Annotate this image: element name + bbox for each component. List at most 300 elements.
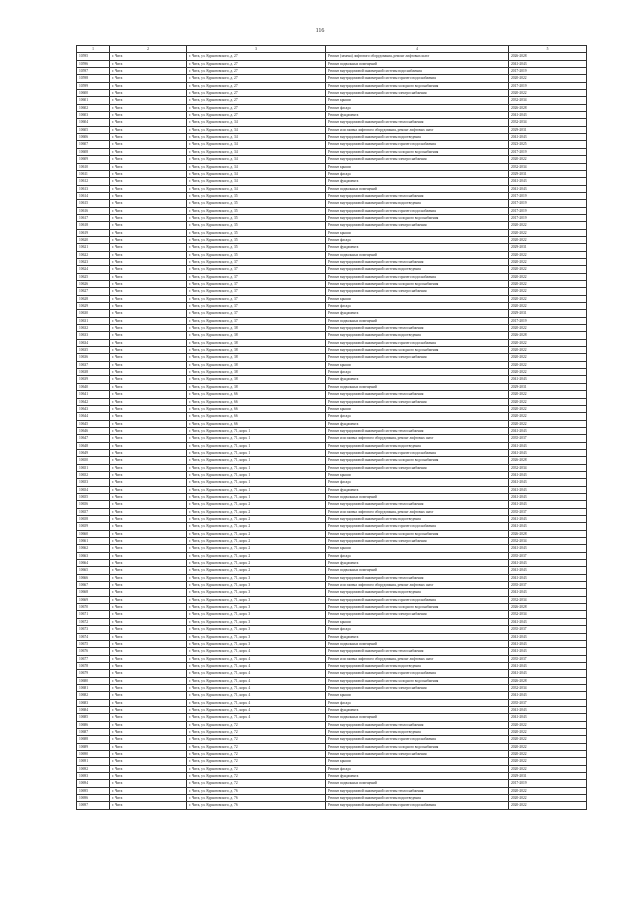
address-cell: г. Чита, ул. Курнатовского, д. 72 [187, 751, 326, 758]
planned-period-cell: 2035-2037 [509, 655, 587, 662]
row-number-cell: 10688 [77, 736, 110, 743]
address-cell: г. Чита, ул. Курнатовского, д. 71, корп. 3 [187, 604, 326, 611]
planned-period-cell: 2020-2022 [509, 295, 587, 302]
row-number-cell: 10598 [77, 75, 110, 82]
planned-period-cell: 2020-2022 [509, 405, 587, 412]
work-type-cell: Ремонт крыши [326, 361, 509, 368]
planned-period-cell: 2020-2022 [509, 339, 587, 346]
row-number-cell: 10636 [77, 354, 110, 361]
address-cell: г. Чита, ул. Курнатовского, д. 38 [187, 361, 326, 368]
municipality-cell: г. Чита [110, 464, 187, 471]
planned-period-cell: 2026-2028 [509, 677, 587, 684]
planned-period-cell: 2041-2043 [509, 648, 587, 655]
row-number-cell: 10651 [77, 464, 110, 471]
table-row [77, 471, 587, 478]
table-row [77, 75, 587, 82]
table-row [77, 427, 587, 434]
planned-period-cell: 2020-2022 [509, 325, 587, 332]
row-number-cell: 10667 [77, 582, 110, 589]
address-cell: г. Чита, ул. Курнатовского, д. 71, корп. 3 [187, 582, 326, 589]
work-type-cell: Ремонт подвальных помещений [326, 383, 509, 390]
planned-period-cell: 2041-2043 [509, 640, 587, 647]
address-cell: г. Чита, ул. Курнатовского, д. 71, корп. 1 [187, 442, 326, 449]
row-number-cell: 10641 [77, 391, 110, 398]
planned-period-cell: 2020-2022 [509, 266, 587, 273]
table-row [77, 420, 587, 427]
address-cell: г. Чита, ул. Курнатовского, д. 34 [187, 148, 326, 155]
planned-period-cell: 2020-2022 [509, 736, 587, 743]
row-number-cell: 10647 [77, 435, 110, 442]
work-type-cell: Ремонт внутридомовой инженерной системы горячего водоснабжения [326, 802, 509, 809]
planned-period-cell: 2029-2031 [509, 244, 587, 251]
header-col-1: 1 [77, 46, 110, 53]
row-number-cell: 10687 [77, 728, 110, 735]
table-row [77, 457, 587, 464]
address-cell: г. Чита, ул. Курнатовского, д. 34 [187, 119, 326, 126]
table-row [77, 339, 587, 346]
planned-period-cell: 2020-2022 [509, 758, 587, 765]
work-type-cell: Ремонт или замена лифтового оборудования, ремонт лифтовых шахт [326, 508, 509, 515]
table-row [77, 112, 587, 119]
address-cell: г. Чита, ул. Курнатовского, д. 71, корп. 2 [187, 545, 326, 552]
planned-period-cell: 2017-2019 [509, 82, 587, 89]
address-cell: г. Чита, ул. Курнатовского, д. 35 [187, 236, 326, 243]
row-number-cell: 10664 [77, 560, 110, 567]
municipality-cell: г. Чита [110, 501, 187, 508]
planned-period-cell: 2020-2022 [509, 75, 587, 82]
municipality-cell: г. Чита [110, 662, 187, 669]
municipality-cell: г. Чита [110, 347, 187, 354]
work-type-cell: Ремонт или замена лифтового оборудования, ремонт лифтовых шахт [326, 435, 509, 442]
municipality-cell: г. Чита [110, 104, 187, 111]
planned-period-cell: 2029-2031 [509, 126, 587, 133]
work-type-cell: Ремонт внутридомовой инженерной системы водоотведения [326, 332, 509, 339]
row-number-cell: 10607 [77, 141, 110, 148]
address-cell: г. Чита, ул. Курнатовского, д. 37 [187, 266, 326, 273]
table-row [77, 435, 587, 442]
table-row [77, 574, 587, 581]
table-header-row [77, 46, 587, 53]
row-number-cell: 10674 [77, 633, 110, 640]
address-cell: г. Чита, ул. Курнатовского, д. 35 [187, 200, 326, 207]
row-number-cell: 10621 [77, 244, 110, 251]
municipality-cell: г. Чита [110, 273, 187, 280]
municipality-cell: г. Чита [110, 545, 187, 552]
address-cell: г. Чита, ул. Курнатовского, д. 71, корп. 4 [187, 655, 326, 662]
table-row [77, 53, 587, 60]
address-cell: г. Чита, ул. Курнатовского, д. 71, корп. 4 [187, 684, 326, 691]
row-number-cell: 10640 [77, 383, 110, 390]
row-number-cell: 10691 [77, 758, 110, 765]
planned-period-cell: 2020-2022 [509, 288, 587, 295]
work-type-cell: Ремонт внутридомовой инженерной системы электроснабжения [326, 611, 509, 618]
address-cell: г. Чита, ул. Курнатовского, д. 71, корп. 3 [187, 611, 326, 618]
address-cell: г. Чита, ул. Курнатовского, д. 71, корп. 2 [187, 523, 326, 530]
municipality-cell: г. Чита [110, 266, 187, 273]
planned-period-cell: 2020-2022 [509, 751, 587, 758]
municipality-cell: г. Чита [110, 178, 187, 185]
municipality-cell: г. Чита [110, 427, 187, 434]
planned-period-cell: 2041-2043 [509, 706, 587, 713]
address-cell: г. Чита, ул. Курнатовского, д. 37 [187, 295, 326, 302]
row-number-cell: 10635 [77, 347, 110, 354]
work-type-cell: Ремонт внутридомовой инженерной системы электроснабжения [326, 222, 509, 229]
work-type-cell: Ремонт подвальных помещений [326, 640, 509, 647]
work-type-cell: Ремонт или замена лифтового оборудования, ремонт лифтовых шахт [326, 582, 509, 589]
work-type-cell: Ремонт крыши [326, 545, 509, 552]
planned-period-cell: 2020-2022 [509, 721, 587, 728]
work-type-cell: Ремонт внутридомовой инженерной системы теплоснабжения [326, 391, 509, 398]
planned-period-cell: 2020-2022 [509, 90, 587, 97]
header-col-4: 4 [326, 46, 509, 53]
address-cell: г. Чита, ул. Курнатовского, д. 71, корп. 3 [187, 574, 326, 581]
table-row [77, 163, 587, 170]
planned-period-cell: 2041-2043 [509, 493, 587, 500]
table-row [77, 530, 587, 537]
municipality-cell: г. Чита [110, 435, 187, 442]
address-cell: г. Чита, ул. Курнатовского, д. 71, корп. 1 [187, 493, 326, 500]
address-cell: г. Чита, ул. Курнатовского, д. 27 [187, 53, 326, 60]
planned-period-cell: 2041-2043 [509, 185, 587, 192]
table-row [77, 604, 587, 611]
address-cell: г. Чита, ул. Курнатовского, д. 71, корп. 2 [187, 552, 326, 559]
address-cell: г. Чита, ул. Курнатовского, д. 72 [187, 736, 326, 743]
planned-period-cell: 2041-2043 [509, 589, 587, 596]
work-type-cell: Ремонт внутридомовой инженерной системы водоотведения [326, 662, 509, 669]
table-row [77, 684, 587, 691]
table-row [77, 391, 587, 398]
planned-period-cell: 2026-2028 [509, 53, 587, 60]
table-row [77, 560, 587, 567]
address-cell: г. Чита, ул. Курнатовского, д. 37 [187, 258, 326, 265]
municipality-cell: г. Чита [110, 295, 187, 302]
table-row [77, 773, 587, 780]
table-row [77, 317, 587, 324]
work-type-cell: Ремонт фундамента [326, 560, 509, 567]
row-number-cell: 10628 [77, 295, 110, 302]
municipality-cell: г. Чита [110, 317, 187, 324]
address-cell: г. Чита, ул. Курнатовского, д. 35 [187, 192, 326, 199]
municipality-cell: г. Чита [110, 618, 187, 625]
work-type-cell: Ремонт фасада [326, 303, 509, 310]
row-number-cell: 10695 [77, 787, 110, 794]
address-cell: г. Чита, ул. Курнатовского, д. 76 [187, 802, 326, 809]
table-row [77, 714, 587, 721]
planned-period-cell: 2020-2022 [509, 258, 587, 265]
work-type-cell: Ремонт внутридомовой инженерной системы теплоснабжения [326, 787, 509, 794]
row-number-cell: 10609 [77, 156, 110, 163]
row-number-cell: 10665 [77, 567, 110, 574]
planned-period-cell: 2041-2043 [509, 471, 587, 478]
municipality-cell: г. Чита [110, 721, 187, 728]
planned-period-cell: 2041-2043 [509, 662, 587, 669]
planned-period-cell: 2041-2043 [509, 567, 587, 574]
address-cell: г. Чита, ул. Курнатовского, д. 34 [187, 170, 326, 177]
table-row [77, 251, 587, 258]
table-row [77, 82, 587, 89]
planned-period-cell: 2041-2043 [509, 633, 587, 640]
row-number-cell: 10650 [77, 457, 110, 464]
work-type-cell: Ремонт фасада [326, 699, 509, 706]
row-number-cell: 10599 [77, 82, 110, 89]
municipality-cell: г. Чита [110, 134, 187, 141]
municipality-cell: г. Чита [110, 736, 187, 743]
work-type-cell: Ремонт внутридомовой инженерной системы теплоснабжения [326, 427, 509, 434]
table-row [77, 222, 587, 229]
municipality-cell: г. Чита [110, 648, 187, 655]
planned-period-cell: 2041-2043 [509, 60, 587, 67]
row-number-cell: 10605 [77, 126, 110, 133]
row-number-cell: 10596 [77, 60, 110, 67]
planned-period-cell: 2041-2043 [509, 560, 587, 567]
address-cell: г. Чита, ул. Курнатовского, д. 38 [187, 332, 326, 339]
address-cell: г. Чита, ул. Курнатовского, д. 66 [187, 391, 326, 398]
municipality-cell: г. Чита [110, 369, 187, 376]
address-cell: г. Чита, ул. Курнатовского, д. 71, корп. 4 [187, 714, 326, 721]
table-row [77, 567, 587, 574]
planned-period-cell: 2035-2037 [509, 508, 587, 515]
planned-period-cell: 2023-2025 [509, 141, 587, 148]
row-number-cell: 10697 [77, 802, 110, 809]
table-row [77, 743, 587, 750]
table-row [77, 795, 587, 802]
row-number-cell: 10616 [77, 207, 110, 214]
municipality-cell: г. Чита [110, 332, 187, 339]
municipality-cell: г. Чита [110, 420, 187, 427]
municipality-cell: г. Чита [110, 449, 187, 456]
address-cell: г. Чита, ул. Курнатовского, д. 34 [187, 163, 326, 170]
municipality-cell: г. Чита [110, 516, 187, 523]
table-row [77, 618, 587, 625]
row-number-cell: 10645 [77, 420, 110, 427]
work-type-cell: Ремонт подвальных помещений [326, 714, 509, 721]
municipality-cell: г. Чита [110, 574, 187, 581]
planned-period-cell: 2026-2028 [509, 104, 587, 111]
table-row [77, 229, 587, 236]
planned-period-cell: 2020-2022 [509, 728, 587, 735]
table-row [77, 648, 587, 655]
table-row [77, 185, 587, 192]
work-type-cell: Ремонт внутридомовой инженерной системы водоотведения [326, 442, 509, 449]
table-row [77, 60, 587, 67]
address-cell: г. Чита, ул. Курнатовского, д. 35 [187, 222, 326, 229]
municipality-cell: г. Чита [110, 567, 187, 574]
row-number-cell: 10690 [77, 751, 110, 758]
municipality-cell: г. Чита [110, 185, 187, 192]
address-cell: г. Чита, ул. Курнатовского, д. 71, корп. 1 [187, 435, 326, 442]
municipality-cell: г. Чита [110, 684, 187, 691]
planned-period-cell: 2020-2022 [509, 303, 587, 310]
table-row [77, 413, 587, 420]
municipality-cell: г. Чита [110, 119, 187, 126]
address-cell: г. Чита, ул. Курнатовского, д. 34 [187, 178, 326, 185]
table-row [77, 523, 587, 530]
work-type-cell: Ремонт фасада [326, 369, 509, 376]
work-type-cell: Ремонт фасада [326, 552, 509, 559]
work-type-cell: Ремонт подвальных помещений [326, 567, 509, 574]
address-cell: г. Чита, ул. Курнатовского, д. 71, корп. 4 [187, 648, 326, 655]
address-cell: г. Чита, ул. Курнатовского, д. 71, корп. 4 [187, 692, 326, 699]
row-number-cell: 10627 [77, 288, 110, 295]
planned-period-cell: 2020-2022 [509, 391, 587, 398]
address-cell: г. Чита, ул. Курнатовского, д. 37 [187, 281, 326, 288]
row-number-cell: 10657 [77, 508, 110, 515]
municipality-cell: г. Чита [110, 391, 187, 398]
table-row [77, 442, 587, 449]
municipality-cell: г. Чита [110, 523, 187, 530]
planned-period-cell: 2020-2022 [509, 765, 587, 772]
work-type-cell: Ремонт фундамента [326, 633, 509, 640]
address-cell: г. Чита, ул. Курнатовского, д. 71, корп. 4 [187, 662, 326, 669]
row-number-cell: 10683 [77, 699, 110, 706]
address-cell: г. Чита, ул. Курнатовского, д. 38 [187, 325, 326, 332]
municipality-cell: г. Чита [110, 339, 187, 346]
table-row [77, 640, 587, 647]
table-row [77, 552, 587, 559]
address-cell: г. Чита, ул. Курнатовского, д. 76 [187, 795, 326, 802]
address-cell: г. Чита, ул. Курнатовского, д. 71, корп. 2 [187, 567, 326, 574]
planned-period-cell: 2032-2034 [509, 538, 587, 545]
work-type-cell: Ремонт внутридомовой инженерной системы водоотведения [326, 516, 509, 523]
work-type-cell: Ремонт внутридомовой инженерной системы водоотведения [326, 200, 509, 207]
municipality-cell: г. Чита [110, 582, 187, 589]
municipality-cell: г. Чита [110, 699, 187, 706]
work-type-cell: Ремонт внутридомовой инженерной системы теплоснабжения [326, 501, 509, 508]
work-type-cell: Ремонт внутридомовой инженерной системы горячего водоснабжения [326, 449, 509, 456]
address-cell: г. Чита, ул. Курнатовского, д. 37 [187, 310, 326, 317]
municipality-cell: г. Чита [110, 413, 187, 420]
address-cell: г. Чита, ул. Курнатовского, д. 35 [187, 207, 326, 214]
row-number-cell: 10670 [77, 604, 110, 611]
planned-period-cell: 2020-2022 [509, 251, 587, 258]
work-type-cell: Ремонт подвальных помещений [326, 60, 509, 67]
row-number-cell: 10612 [77, 178, 110, 185]
planned-period-cell: 2020-2022 [509, 413, 587, 420]
municipality-cell: г. Чита [110, 53, 187, 60]
table-row [77, 148, 587, 155]
municipality-cell: г. Чита [110, 214, 187, 221]
municipality-cell: г. Чита [110, 376, 187, 383]
table-row [77, 207, 587, 214]
address-cell: г. Чита, ул. Курнатовского, д. 35 [187, 229, 326, 236]
municipality-cell: г. Чита [110, 192, 187, 199]
municipality-cell: г. Чита [110, 207, 187, 214]
table-row [77, 655, 587, 662]
table-row [77, 266, 587, 273]
row-number-cell: 10622 [77, 251, 110, 258]
work-type-cell: Ремонт (замена) лифтового оборудования, ремонт лифтовых шахт [326, 53, 509, 60]
municipality-cell: г. Чита [110, 236, 187, 243]
table-row [77, 692, 587, 699]
work-type-cell: Ремонт внутридомовой инженерной системы горячего водоснабжения [326, 207, 509, 214]
address-cell: г. Чита, ул. Курнатовского, д. 71, корп. 3 [187, 596, 326, 603]
work-type-cell: Ремонт подвальных помещений [326, 251, 509, 258]
work-type-cell: Ремонт внутридомовой инженерной системы электроснабжения [326, 751, 509, 758]
municipality-cell: г. Чита [110, 148, 187, 155]
planned-period-cell: 2041-2043 [509, 670, 587, 677]
municipality-cell: г. Чита [110, 97, 187, 104]
municipality-cell: г. Чита [110, 743, 187, 750]
table-row [77, 596, 587, 603]
address-cell: г. Чита, ул. Курнатовского, д. 27 [187, 97, 326, 104]
planned-period-cell: 2032-2034 [509, 97, 587, 104]
planned-period-cell: 2032-2034 [509, 163, 587, 170]
row-number-cell: 10648 [77, 442, 110, 449]
planned-period-cell: 2035-2037 [509, 699, 587, 706]
table-row [77, 178, 587, 185]
planned-period-cell: 2017-2019 [509, 148, 587, 155]
work-type-cell: Ремонт внутридомовой инженерной системы водоотведения [326, 795, 509, 802]
address-cell: г. Чита, ул. Курнатовского, д. 35 [187, 244, 326, 251]
address-cell: г. Чита, ул. Курнатовского, д. 27 [187, 90, 326, 97]
address-cell: г. Чита, ул. Курнатовского, д. 35 [187, 251, 326, 258]
municipality-cell: г. Чита [110, 640, 187, 647]
table-row [77, 369, 587, 376]
municipality-cell: г. Чита [110, 471, 187, 478]
row-number-cell: 10668 [77, 589, 110, 596]
municipality-cell: г. Чита [110, 405, 187, 412]
municipality-cell: г. Чита [110, 229, 187, 236]
row-number-cell: 10662 [77, 545, 110, 552]
planned-period-cell: 2032-2034 [509, 119, 587, 126]
municipality-cell: г. Чита [110, 163, 187, 170]
municipality-cell: г. Чита [110, 604, 187, 611]
municipality-cell: г. Чита [110, 552, 187, 559]
planned-period-cell: 2020-2022 [509, 281, 587, 288]
address-cell: г. Чита, ул. Курнатовского, д. 72 [187, 780, 326, 787]
row-number-cell: 10637 [77, 361, 110, 368]
work-type-cell: Ремонт внутридомовой инженерной системы холодного водоснабжения [326, 604, 509, 611]
row-number-cell: 10608 [77, 148, 110, 155]
row-number-cell: 10679 [77, 670, 110, 677]
municipality-cell: г. Чита [110, 60, 187, 67]
planned-period-cell: 2020-2022 [509, 420, 587, 427]
work-type-cell: Ремонт внутридомовой инженерной системы теплоснабжения [326, 258, 509, 265]
table-row [77, 90, 587, 97]
row-number-cell: 10611 [77, 170, 110, 177]
address-cell: г. Чита, ул. Курнатовского, д. 27 [187, 60, 326, 67]
address-cell: г. Чита, ул. Курнатовского, д. 38 [187, 383, 326, 390]
municipality-cell: г. Чита [110, 751, 187, 758]
address-cell: г. Чита, ул. Курнатовского, д. 72 [187, 743, 326, 750]
municipality-cell: г. Чита [110, 538, 187, 545]
planned-period-cell: 2041-2043 [509, 449, 587, 456]
planned-period-cell: 2041-2043 [509, 545, 587, 552]
work-type-cell: Ремонт внутридомовой инженерной системы холодного водоснабжения [326, 530, 509, 537]
row-number-cell: 10676 [77, 648, 110, 655]
table-row [77, 780, 587, 787]
municipality-cell: г. Чита [110, 692, 187, 699]
planned-period-cell: 2026-2028 [509, 604, 587, 611]
row-number-cell: 10692 [77, 765, 110, 772]
address-cell: г. Чита, ул. Курнатовского, д. 66 [187, 420, 326, 427]
planned-period-cell: 2032-2034 [509, 684, 587, 691]
table-row [77, 244, 587, 251]
row-number-cell: 10675 [77, 640, 110, 647]
address-cell: г. Чита, ул. Курнатовского, д. 38 [187, 339, 326, 346]
row-number-cell: 10633 [77, 332, 110, 339]
address-cell: г. Чита, ул. Курнатовского, д. 71, корп. 3 [187, 626, 326, 633]
table-row [77, 662, 587, 669]
work-type-cell: Ремонт внутридомовой инженерной системы электроснабжения [326, 464, 509, 471]
planned-period-cell: 2032-2034 [509, 611, 587, 618]
planned-period-cell: 2017-2019 [509, 780, 587, 787]
address-cell: г. Чита, ул. Курнатовского, д. 71, корп. 1 [187, 486, 326, 493]
work-type-cell: Ремонт внутридомовой инженерной системы горячего водоснабжения [326, 339, 509, 346]
planned-period-cell: 2035-2037 [509, 582, 587, 589]
work-type-cell: Ремонт внутридомовой инженерной системы холодного водоснабжения [326, 347, 509, 354]
work-type-cell: Ремонт крыши [326, 163, 509, 170]
